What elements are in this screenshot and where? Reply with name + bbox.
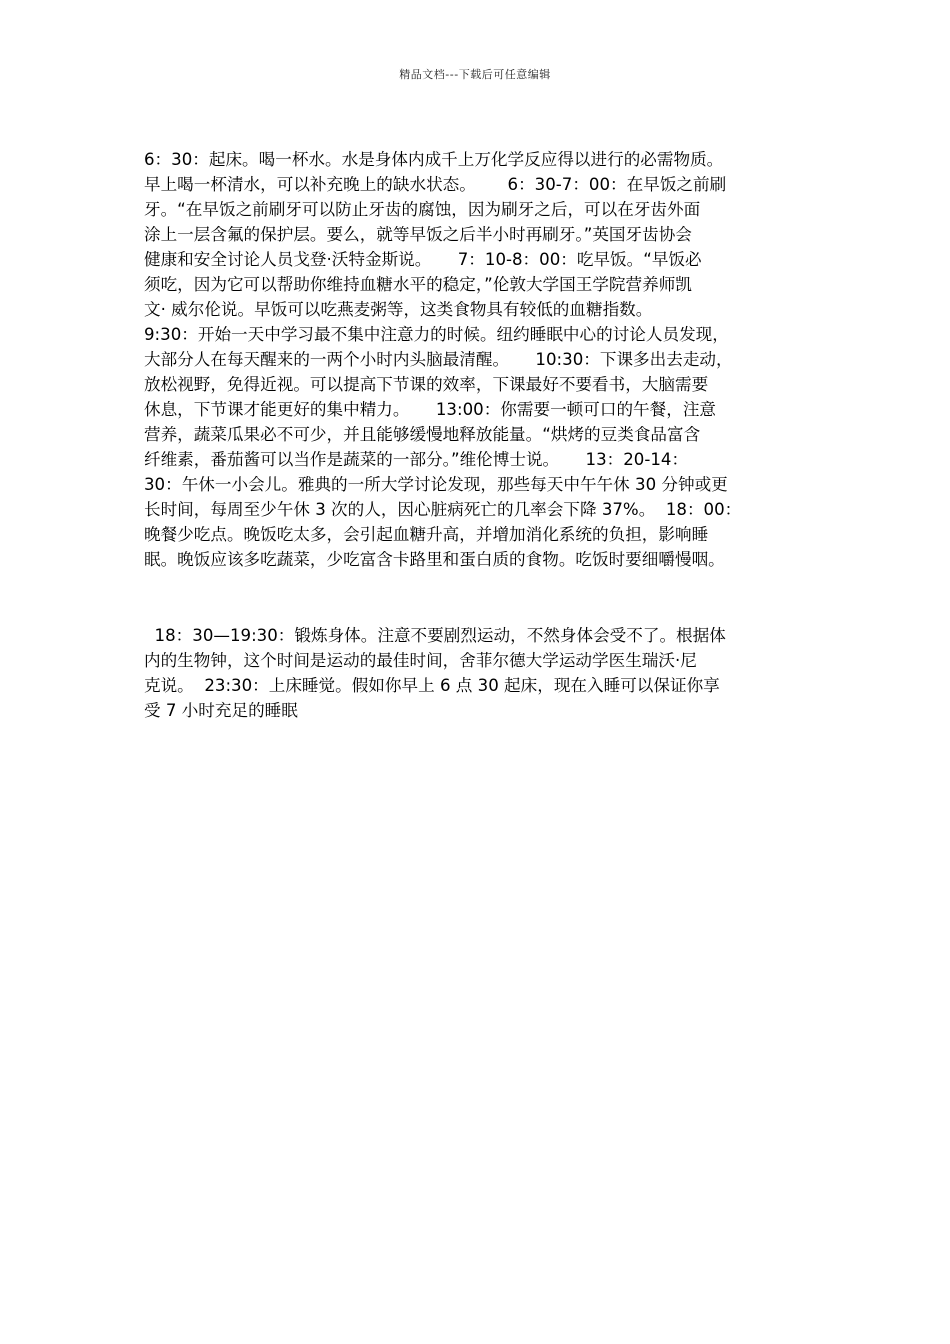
text-line: 放松视野，免得近视。可以提高下节课的效率，下课最好不要看书，大脑需要 — [144, 375, 709, 394]
schedule-paragraph-1 — [144, 147, 824, 572]
text-line: 受 7 小时充足的睡眠 — [144, 701, 298, 720]
schedule-paragraph-2 — [144, 623, 824, 723]
text-line: 休息，下节课才能更好的集中精力。 13:00：你需要一顿可口的午餐，注意 — [144, 400, 717, 419]
text-line: 9:30：开始一天中学习最不集中注意力的时候。纽约睡眠中心的讨论人员发现， — [144, 325, 729, 344]
text-line: 6：30：起床。喝一杯水。水是身体内成千上万化学反应得以进行的必需物质。 — [144, 150, 724, 169]
text-line: 健康和安全讨论人员戈登·沃特金斯说。 7：10-8：00：吃早饭。“早饭必 — [144, 250, 702, 269]
text-line: 文· 威尔伦说。早饭可以吃燕麦粥等，这类食物具有较低的血糖指数。 — [144, 300, 653, 319]
text-line: 内的生物钟，这个时间是运动的最佳时间，舍菲尔德大学运动学医生瑞沃·尼 — [144, 651, 697, 670]
text-line: 纤维素，番茄酱可以当作是蔬菜的一部分。”维伦博士说。 13：20-14： — [144, 450, 689, 469]
text-line: 营养，蔬菜瓜果必不可少，并且能够缓慢地释放能量。“烘烤的豆类食品富含 — [144, 425, 701, 444]
text-line: 牙。“在早饭之前刷牙可以防止牙齿的腐蚀，因为刷牙之后，可以在牙齿外面 — [144, 200, 701, 219]
text-line: 大部分人在每天醒来的一两个小时内头脑最清醒。 10:30：下课多出去走动， — [144, 350, 733, 369]
page-header: 精品文档---下载后可任意编辑 — [399, 68, 551, 81]
text-line: 眠。晚饭应该多吃蔬菜，少吃富含卡路里和蛋白质的食物。吃饭时要细嚼慢咽。 — [144, 550, 725, 569]
text-line: 克说。 23:30：上床睡觉。假如你早上 6 点 30 起床，现在入睡可以保证你享 — [144, 676, 720, 695]
text-line: 须吃，因为它可以帮助你维持血糖水平的稳定，”伦敦大学国王学院营养师凯 — [144, 275, 692, 294]
text-line: 涂上一层含氟的保护层。要么，就等早饭之后半小时再刷牙。”英国牙齿协会 — [144, 225, 692, 244]
text-line: 早上喝一杯清水，可以补充晚上的缺水状态。 6：30-7：00：在早饭之前刷 — [144, 175, 727, 194]
text-line: 30：午休一小会儿。雅典的一所大学讨论发现，那些每天中午午休 30 分钟或更 — [144, 475, 728, 494]
text-line: 18：30—19:30：锻炼身体。注意不要剧烈运动，不然身体会受不了。根据体 — [144, 626, 726, 645]
text-line: 晚餐少吃点。晚饭吃太多，会引起血糖升高，并增加消化系统的负担，影响睡 — [144, 525, 709, 544]
text-line: 长时间，每周至少午休 3 次的人，因心脏病死亡的几率会下降 37%。 18：00： — [144, 500, 742, 519]
